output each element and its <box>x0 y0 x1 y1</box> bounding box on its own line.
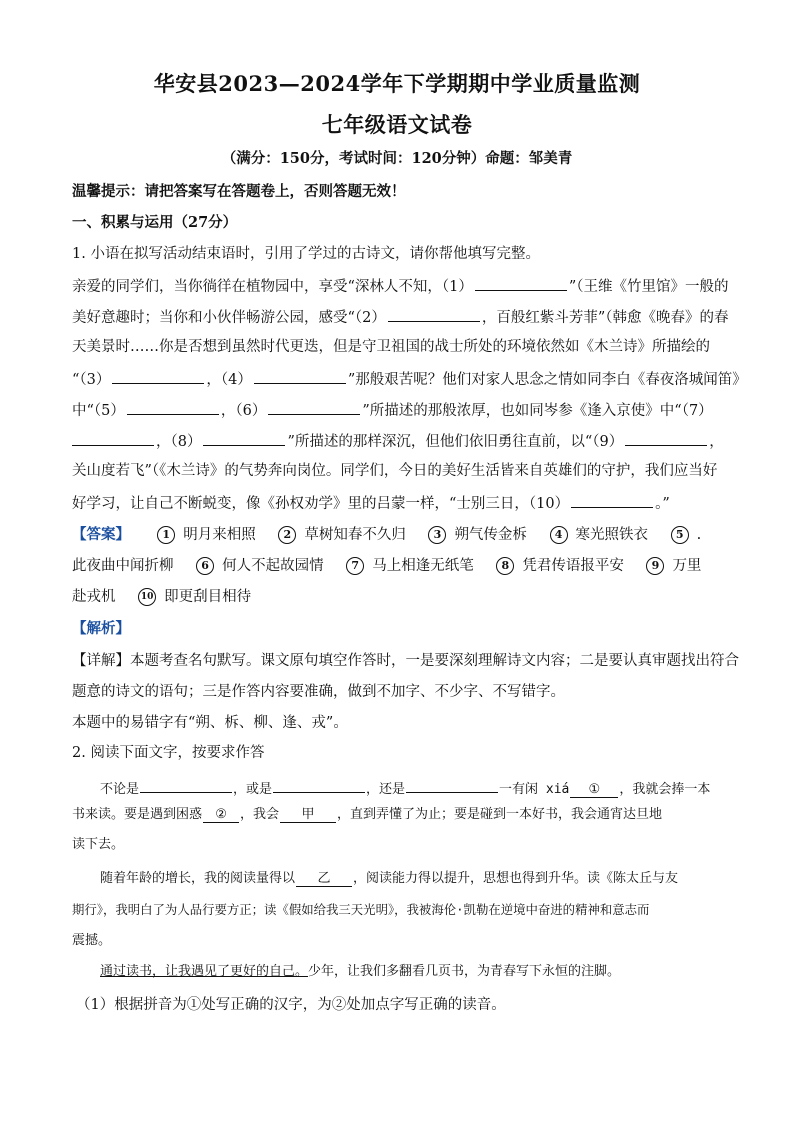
answer-item: 4 寒光照铁衣 <box>550 525 649 545</box>
passage-line: 随着年龄的增长，我的阅读量得以 乙 ，阅读能力得以提升，思想也得到升华。读《陈太丘与友 <box>100 871 679 886</box>
section-heading: 一、积累与运用（27分） <box>72 214 238 231</box>
fill-blank <box>406 776 498 793</box>
blank-mark-2: ② <box>203 806 239 823</box>
fill-blank <box>388 306 480 322</box>
answer-item: 7 马上相逢无纸笔 <box>346 556 474 576</box>
q1-line: 亲爱的同学们，当你徜徉在植物园中，享受“深林人不知，（1） ”（王维《竹里馆》一般的 <box>72 275 724 297</box>
passage-line: 通过读书，让我遇见了更好的自己。少年，让我们多翻看几页书，为青春写下永恒的注脚。 <box>100 964 621 979</box>
passage-line: 震撼。 <box>72 933 112 948</box>
fill-blank <box>72 430 154 446</box>
passage-line: 读下去。 <box>72 837 125 852</box>
answer-item: 9 万里 <box>646 556 701 576</box>
q2-sub1: （1）根据拼音为①处写正确的汉字，为②处加点字写正确的读音。 <box>76 997 506 1013</box>
passage-line: 书来读。要是遇到困惑 ② ，我会 甲 ，直到弄懂了为止；要是碰到一本好书，我会通宵达旦地 <box>72 807 663 822</box>
passage-line: 期行》，我明白了为人品行要方正；读《假如给我三天光明》，我被海伦·凯勒在逆境中奋进的精神和意志而 <box>72 902 650 917</box>
answer-item: 1 明月来相照 <box>157 525 256 545</box>
blank-mark-1: ① <box>570 781 618 798</box>
answer-row <box>72 525 724 545</box>
answer-item: 3 朔气传金柝 <box>428 525 527 545</box>
fill-blank <box>571 492 653 508</box>
answer-item: 10 即更刮目相待 <box>138 587 251 607</box>
q1-line: 美好意趣时；当你和小伙伴畅游公园，感受“（2） ，百般红紫斗芳菲”（韩愈《晚春》的春 <box>72 306 724 328</box>
detail-text: 题意的诗文的语句；三是作答内容要准确，做到不加字、不少字、不写错字。 <box>72 684 565 700</box>
q1-line: ，（8） ”所描述的那样深沉，但他们依旧勇往直前，以“（9） ， <box>72 430 724 452</box>
exam-meta: （满分：150分，考试时间：120分钟）命题：邹美青 <box>221 150 573 167</box>
fill-blank <box>254 368 346 384</box>
fill-blank <box>475 275 567 291</box>
q2-prompt: 2. 阅读下面文字，按要求作答 <box>72 745 265 761</box>
q1-line: “（3） ，（4） ”那般艰苦呢？他们对家人思念之情如同李白《春夜洛城闻笛》 <box>72 368 724 390</box>
fill-blank <box>625 430 707 446</box>
blank-yi: 乙 <box>296 870 352 887</box>
exam-title: 华安县2023—2024学年下学期期中学业质量监测 <box>153 71 641 96</box>
fill-blank <box>268 399 360 415</box>
detail-text: 本题中的易错字有“朔、柝、柳、逢、戎”。 <box>72 715 348 731</box>
q1-line: 中“（5） ，（6） ”所描述的那般浓厚，也如同岑参《逢入京使》中“（7） <box>72 399 724 421</box>
underlined-sentence: 通过读书，让我遇见了更好的自己。 <box>100 964 309 979</box>
answer-row: 赴戎机 10 即更刮目相待 <box>72 589 252 605</box>
fill-blank <box>273 776 365 793</box>
answer-item: 8 凭君传语报平安 <box>496 556 624 576</box>
fill-blank <box>127 399 219 415</box>
q1-prompt: 1. 小语在拟写活动结束语时，引用了学过的古诗文，请你帮他填写完整。 <box>72 246 540 262</box>
answer-item: 2 草树知春不久归 <box>278 525 406 545</box>
passage-line: 不论是 ，或是 ，还是 一有闲 xiá ① ，我就会捧一本 <box>72 776 752 799</box>
blank-jia: 甲 <box>280 806 336 823</box>
exam-subtitle: 七年级语文试卷 <box>321 112 473 137</box>
answer-row: 此夜曲中闻折柳 6 何人不起故园情 7 马上相逢无纸笔 8 凭君传语报平安 9 万里 <box>72 558 702 574</box>
answer-item: 6 何人不起故园情 <box>196 556 324 576</box>
q1-line: 关山度若飞”（《木兰诗》的气势奔向岗位。同学们，今日的美好生活皆来自英雄们的守护，我们应当好 <box>72 463 718 479</box>
fill-blank <box>112 368 204 384</box>
answer-item: 5 . <box>671 525 702 545</box>
warm-tip: 温馨提示：请把答案写在答题卷上，否则答题无效！ <box>72 183 406 200</box>
q1-line: 天美景时……你是否想到虽然时代更迭，但是守卫祖国的战士所处的环境依然如《木兰诗》所描绘的 <box>72 339 710 355</box>
analysis-label: 【解析】 <box>72 620 130 637</box>
detail-text: 【详解】本题考查名句默写。课文原句填空作答时，一是要深刻理解诗文内容；二是要认真审题找出符合 <box>72 653 739 669</box>
q1-line: 好学习，让自己不断蜕变，像《孙权劝学》里的吕蒙一样，“士别三日，（10） 。” <box>72 492 724 514</box>
fill-blank <box>140 776 232 793</box>
answer-label: 【答案】 <box>72 526 130 543</box>
fill-blank <box>203 430 285 446</box>
